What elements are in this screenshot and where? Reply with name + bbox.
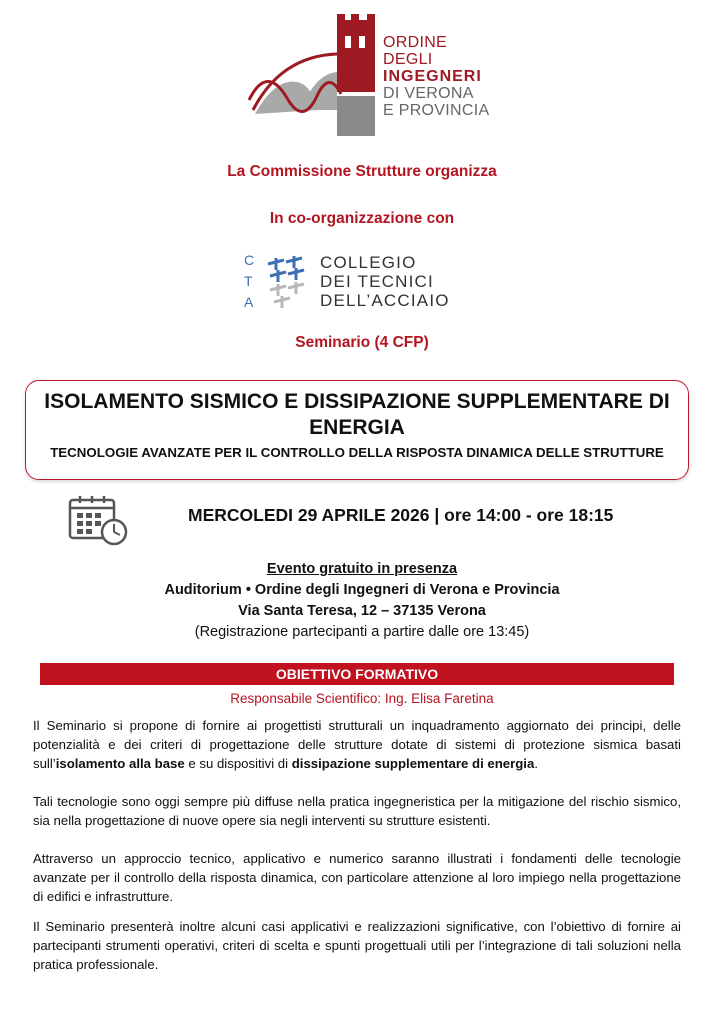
calendar-clock-icon xyxy=(68,494,130,546)
logo-line-1: ORDINE DEGLI xyxy=(383,34,448,68)
cta-line-2: DEI TECNICI xyxy=(320,272,434,291)
section-bar-obiettivo: OBIETTIVO FORMATIVO xyxy=(40,663,674,685)
paragraph-1 xyxy=(33,716,681,773)
event-registration: (Registrazione partecipanti a partire dalle ore 13:45) xyxy=(194,624,530,640)
logo-line-2: INGEGNERI xyxy=(383,68,482,85)
seminar-subtitle: TECNOLOGIE AVANZATE PER IL CONTROLLO DELLA RISPOSTA DINAMICA DELLE STRUTTURE xyxy=(50,445,664,460)
seminar-label: Seminario (4 CFP) xyxy=(295,334,429,351)
cta-line-3: DELL’ACCIAIO xyxy=(320,291,450,310)
ordine-ingegneri-logo xyxy=(245,14,495,140)
event-type xyxy=(0,561,724,577)
logo-text xyxy=(383,34,495,119)
paragraph-3: Attraverso un approccio tecnico, applicativo e numerico saranno illustrati i fondamenti delle tecnologie avanzate per il controllo della risposta dinamica, con particolare attenzione al loro impiego nella progettazione di edifici e infrastrutture. xyxy=(33,851,681,904)
cta-letter-t: T xyxy=(244,273,253,289)
event-date: MERCOLEDI 29 APRILE 2026 | ore 14:00 - ore 18:15 xyxy=(188,505,614,525)
paragraph-1-bold-isolamento: isolamento alla base xyxy=(55,756,185,771)
organizer-heading: La Commissione Strutture organizza xyxy=(227,163,497,180)
logo-line-4: E PROVINCIA xyxy=(383,102,490,119)
paragraph-1-part-a: Il Seminario si propone di fornire ai progettisti strutturali un inquadramento aggiornato dei principi, delle potenzialità e dei criteri di progettazione delle strutture dotate di sistemi di protezione sismica basati sull’ xyxy=(33,718,681,771)
seminar-title: ISOLAMENTO SISMICO E DISSIPAZIONE SUPPLEMENTARE DI ENERGIA xyxy=(44,390,670,439)
paragraph-1-bold-dissipazione: dissipazione supplementare di energia xyxy=(291,756,535,771)
responsible-scientist: Responsabile Scientifico: Ing. Elisa Faretina xyxy=(230,691,494,706)
cta-letter-a: A xyxy=(244,294,254,310)
paragraph-2: Tali tecnologie sono oggi sempre più diffuse nella pratica ingegneristica per la mitigazione del rischio sismico, sia nella progettazione di nuove opere sia negli interventi su strutture esistenti. xyxy=(33,794,681,828)
cta-line-1: COLLEGIO xyxy=(320,253,417,272)
coorganization-heading: In co-organizzazione con xyxy=(269,210,455,227)
event-type-text: Evento gratuito in presenza xyxy=(266,561,458,577)
event-venue: Auditorium • Ordine degli Ingegneri di Verona e Provincia xyxy=(164,582,560,598)
cta-text xyxy=(320,253,450,310)
cta-logo xyxy=(240,250,480,312)
logo-line-3: DI VERONA xyxy=(383,85,474,102)
cta-letter-c: C xyxy=(244,252,255,268)
title-box xyxy=(25,380,689,480)
event-address: Via Santa Teresa, 12 – 37135 Verona xyxy=(238,603,486,619)
paragraph-1-part-e: . xyxy=(534,756,538,771)
cta-steel-grid-icon xyxy=(240,250,320,312)
paragraph-1-part-c: e su dispositivi di xyxy=(184,756,292,771)
paragraph-4: Il Seminario presenterà inoltre alcuni casi applicativi e realizzazioni significative, con l’obiettivo di fornire ai partecipanti strumenti operativi, criteri di scelta e spunti progettuali utili per l’integrazione di tali soluzioni nella pratica professionale. xyxy=(33,919,681,972)
tower-bridge-emblem-icon xyxy=(245,14,385,140)
